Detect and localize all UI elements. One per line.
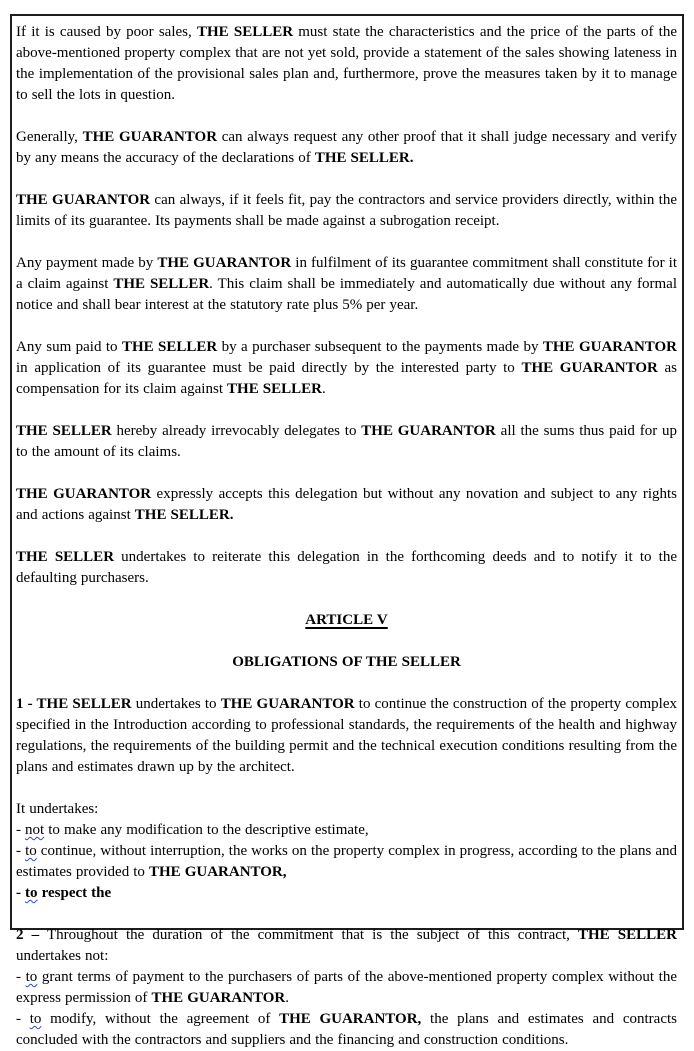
bold-text-run: THE SELLER (196, 24, 294, 40)
document-body (16, 22, 677, 1051)
paragraph (16, 799, 677, 820)
text-run: - (16, 1011, 30, 1027)
grammar-check-text: to (25, 843, 37, 859)
bold-text-run: THE GUARANTOR (16, 192, 151, 208)
bold-text-run: ARTICLE V (305, 612, 388, 628)
text-run: . (321, 381, 326, 397)
bold-text-run: 1 - THE SELLER (16, 696, 132, 712)
document-page (10, 14, 684, 1048)
bold-text-run: THE GUARANTOR (157, 255, 292, 271)
bold-text-run: THE SELLER (113, 276, 210, 292)
text-run: - (16, 969, 26, 985)
text-run: by a purchaser subsequent to the payments made by (217, 339, 543, 355)
grammar-check-text: to (25, 885, 38, 901)
bold-text-run: THE SELLER (16, 423, 112, 439)
bold-text-run: THE SELLER. (134, 507, 234, 523)
paragraph (16, 421, 677, 463)
list-item (16, 820, 677, 841)
text-run: If it is caused by poor sales, (16, 24, 197, 40)
bold-text-run: 2 – (16, 927, 40, 943)
bold-text-run: respect the (37, 885, 112, 901)
bold-text-run: THE GUARANTOR (361, 423, 496, 439)
list-item (16, 967, 677, 1009)
text-run: as compensation for its claim against (16, 360, 678, 397)
bold-text-run: THE GUARANTOR, (279, 1011, 422, 1027)
text-run: It undertakes: (16, 801, 99, 817)
paragraph (16, 127, 677, 169)
paragraph (16, 925, 677, 967)
paragraph (16, 484, 677, 526)
bold-text-run: THE GUARANTOR (151, 990, 286, 1006)
text-run: must state the characteristics and the price of the parts of the above-mentioned property complex that are not yet sold, provide a statement of the sales showing lateness in the implementation of the provisional sales plan and, furthermore, prove the measures taken by it to manage to sell the lots in question. (16, 24, 677, 103)
text-run: undertakes to (131, 696, 221, 712)
text-run: modify, without the agreement of (41, 1011, 280, 1027)
text-run: to continue the construction of the property complex specified in the Introduction according to professional standards, the requirements of the health and highway regulations, the requirements of the building permit and the technical execution conditions resulting from the plans and estimates drawn up by the architect. (16, 696, 677, 775)
bold-text-run: THE GUARANTOR (82, 129, 218, 145)
bold-text-run: THE GUARANTOR (542, 339, 678, 355)
grammar-check-text: to (25, 969, 38, 985)
text-run: . This claim shall be immediately and automatically due without any formal notice and shall bear interest at the statutory rate plus 5% per year. (16, 276, 677, 313)
text-run: . (285, 990, 290, 1006)
bold-text-run: THE SELLER. (314, 150, 414, 166)
bold-text-run: - (16, 885, 26, 901)
list-item (16, 883, 677, 904)
text-run: can always, if it feels fit, pay the contractors and service providers directly, within the limits of its guarantee. Its payments shall be made against a subrogation receipt. (16, 192, 678, 229)
paragraph (16, 694, 677, 778)
list-item (16, 1009, 677, 1051)
bold-text-run: THE SELLER (578, 927, 678, 943)
grammar-check-text: not (25, 822, 45, 838)
text-run: Generally, (16, 129, 83, 145)
text-run: grant terms of payment to the purchasers of parts of the above-mentioned property complex without the express permission of (16, 969, 677, 1006)
grammar-check-text: to (29, 1011, 42, 1027)
text-run: - (16, 822, 26, 838)
bold-text-run: THE SELLER (121, 339, 218, 355)
text-run: can always request any other proof that it shall judge necessary and verify by any means the accuracy of the declarations of (16, 129, 677, 166)
bold-text-run: THE GUARANTOR (16, 486, 152, 502)
paragraph (16, 190, 677, 232)
article-heading (16, 610, 677, 631)
text-run: Any sum paid to (16, 339, 122, 355)
text-run: - (16, 843, 26, 859)
bold-text-run: THE GUARANTOR, (148, 864, 287, 880)
paragraph (16, 337, 677, 400)
bold-text-run: THE GUARANTOR (220, 696, 355, 712)
text-run: in fulfilment of its guarantee commitment shall constitute for it a claim against (16, 255, 678, 292)
list-item (16, 841, 677, 883)
text-run: hereby already irrevocably delegates to (111, 423, 362, 439)
bold-text-run: OBLIGATIONS OF THE SELLER (232, 654, 461, 670)
text-run: continue, without interruption, the works on the property complex in progress, according to the plans and estimates provided to (16, 843, 677, 880)
text-run: all the sums thus paid for up to the amount of its claims. (16, 423, 678, 460)
text-run: to make any modification to the descriptive estimate, (44, 822, 369, 838)
text-run: the plans and estimates and contracts concluded with the contractors and suppliers and the financing and construction conditions. (16, 1011, 677, 1048)
bold-text-run: THE SELLER (227, 381, 322, 397)
paragraph (16, 22, 677, 106)
paragraph (16, 547, 677, 589)
text-run: Any payment made by (16, 255, 158, 271)
text-run: undertakes to reiterate this delegation in the forthcoming deeds and to notify it to the defaulting purchasers. (16, 549, 677, 586)
text-run: Throughout the duration of the commitment that is the subject of this contract, (39, 927, 578, 943)
section-heading (16, 652, 677, 673)
paragraph (16, 253, 677, 316)
text-run: expressly accepts this delegation but without any novation and subject to any rights and actions against (16, 486, 677, 523)
text-run: undertakes not: (16, 948, 109, 964)
text-run: in application of its guarantee must be paid directly by the interested party to (16, 360, 522, 376)
bold-text-run: THE GUARANTOR (521, 360, 658, 376)
bold-text-run: THE SELLER (16, 549, 115, 565)
